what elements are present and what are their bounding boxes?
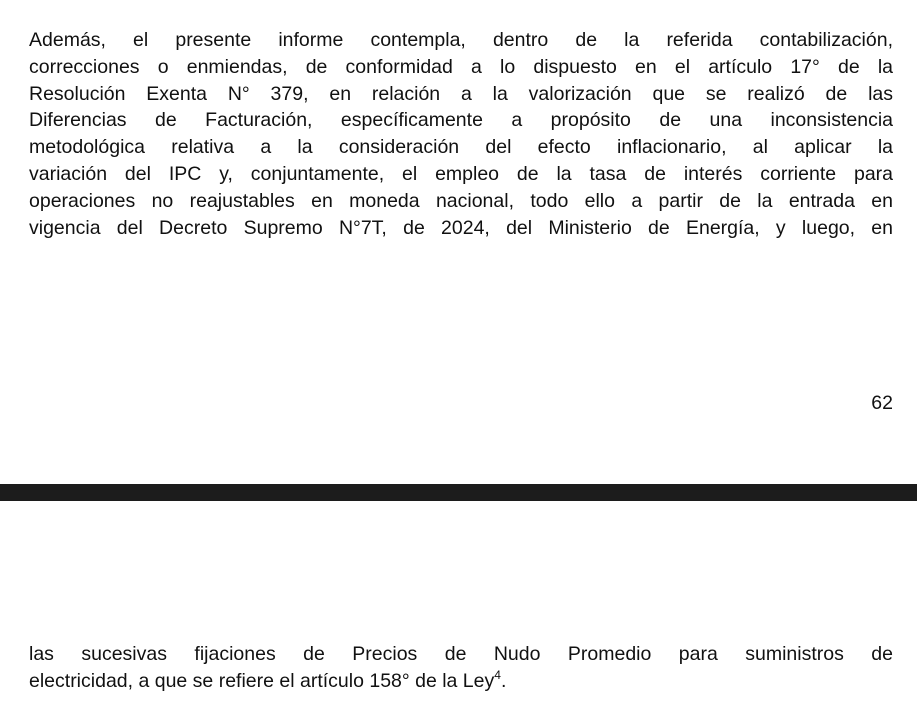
paragraph-last-line: [29, 668, 893, 695]
paragraph-text: electricidad, a que se refiere el artículo 158° de la Ley: [29, 669, 495, 692]
paragraph-line: las sucesivas fijaciones de Precios de Nudo Promedio para suministros de: [29, 643, 893, 665]
footnote-reference[interactable]: 4: [494, 667, 501, 682]
page-number: 62: [871, 392, 893, 414]
paragraph-line: vigencia del Decreto Supremo N°7T, de 2024, del Ministerio de Energía, y luego, en: [29, 216, 893, 239]
paragraph-line: metodológica relativa a la consideración del efecto inflacionario, al aplicar la: [29, 136, 893, 159]
paragraph-line: Resolución Exenta N° 379, en relación a la valorización que se realizó de las: [29, 82, 893, 105]
paragraph-line: Diferencias de Facturación, específicamente a propósito de una inconsistencia: [29, 109, 893, 132]
paragraph-period: .: [500, 669, 507, 692]
paragraph-line: operaciones no reajustables en moneda nacional, todo ello a partir de la entrada en: [29, 189, 893, 212]
paragraph-line: variación del IPC y, conjuntamente, el empleo de la tasa de interés corriente para: [29, 162, 893, 185]
paragraph-line: correcciones o enmiendas, de conformidad a lo dispuesto en el artículo 17° de la: [29, 55, 893, 78]
page-break-divider: [0, 484, 917, 501]
continued-paragraph: [29, 641, 893, 695]
paragraph-line: Además, el presente informe contempla, dentro de la referida contabilización,: [29, 29, 893, 51]
body-paragraph: [29, 27, 893, 241]
